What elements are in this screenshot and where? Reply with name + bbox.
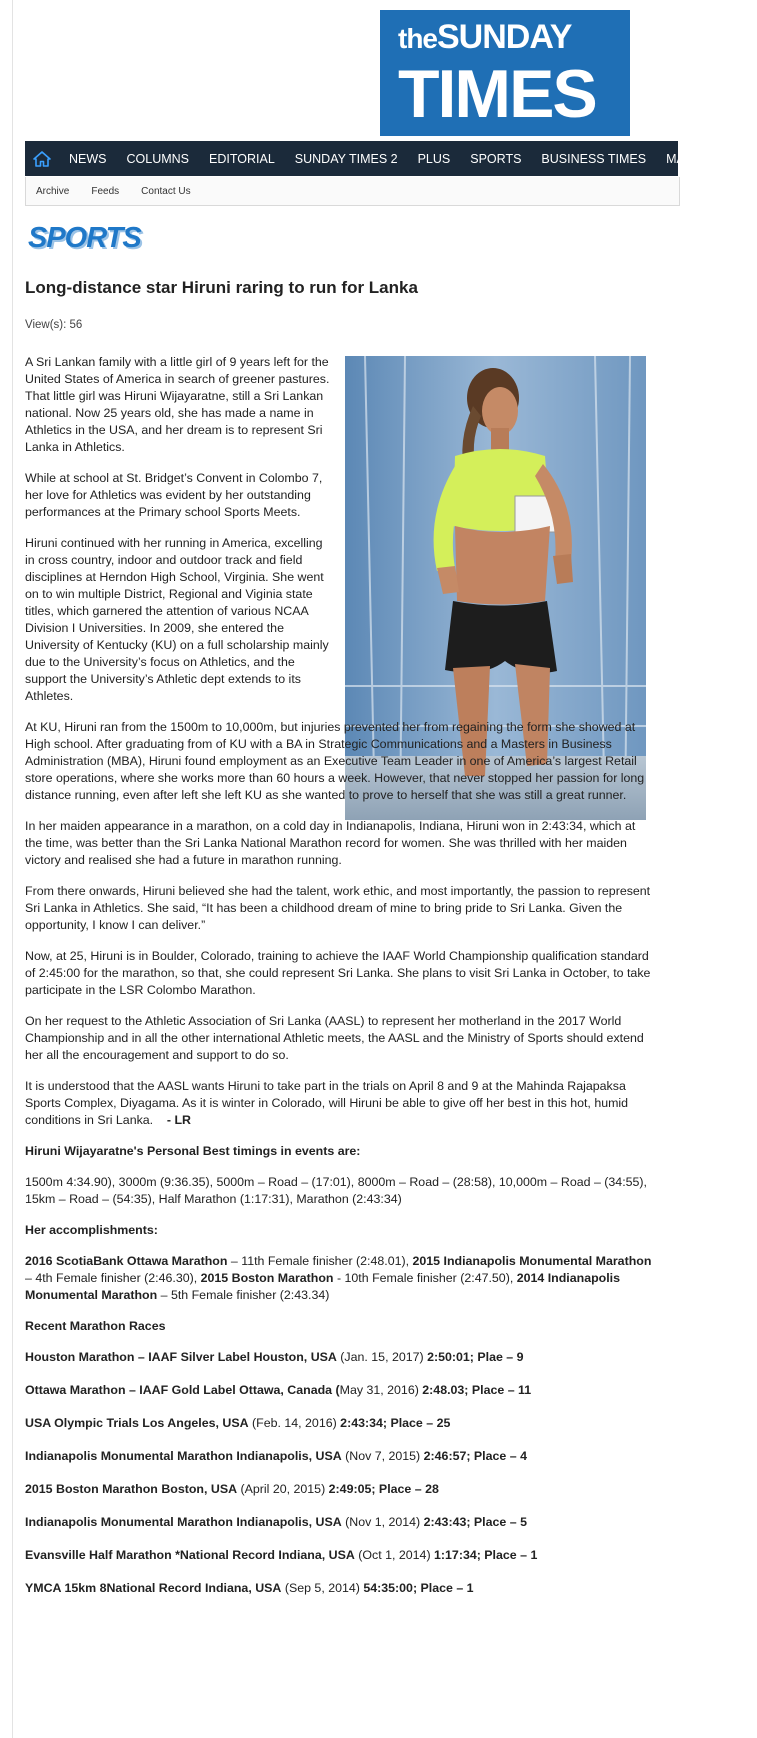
site-logo[interactable] — [380, 10, 630, 136]
sub-nav — [25, 177, 680, 206]
race-result: 2:46:57; Place – 4 — [423, 1449, 527, 1463]
view-count: View(s): 56 — [25, 319, 83, 331]
article-paragraph: At KU, Hiruni ran from the 1500m to 10,000m, but injuries prevented her from regaining the form she showed at High school. After graduating from of KU with a BA in Strategic Communications and a Masters in Business Administration (MBA), Hiruni found employment as an Executive Team Leader in one of America’s largest Retail store operations, where she works more than 60 hours a week. However, that never stopped her passion for long distance running, even after left she left KU as she wanted to prove to herself that she was still a great runner. — [25, 720, 645, 802]
race-date: (Sep 5, 2014) — [281, 1581, 364, 1595]
race-item — [25, 1382, 653, 1399]
race-item — [25, 1448, 653, 1465]
race-item — [25, 1481, 653, 1498]
article-paragraph: On her request to the Athletic Association of Sri Lanka (AASL) to represent her motherland in the 2017 World Championship and in all the other international Athletic meets, the AASL and the Ministry of Sports should extend her all the encouragement and support to do so. — [25, 1014, 644, 1062]
race-name: Houston Marathon – IAAF Silver Label Houston, USA — [25, 1350, 337, 1364]
article-paragraph: Hiruni continued with her running in America, excelling in cross country, indoor and outdoor track and field disciplines at Herndon High School, Virginia. She went on to win multiple District, Regional and Viginia state titles, which garnered the attention of various NCAA Division I Universities. In 2009, she entered the University of Kentucky (KU) on a full scholarship mainly due to the University’s focus on Athletics, and the support the University’s Athletic dept extends to its Athletes. — [25, 536, 329, 703]
nav-sports[interactable]: SPORTS — [470, 151, 522, 166]
personal-best-text: 1500m 4:34.90), 3000m (9:36.35), 5000m – Road – (17:01), 8000m – Road – (28:58), 10,000m – Road – (34:55), 15km – Road – (54:35), Half Marathon (1:17:31), Marathon (2:43:34) — [25, 1175, 647, 1206]
subnav-feeds[interactable]: Feeds — [91, 185, 120, 197]
logo-sunday: SUNDAY — [437, 18, 572, 56]
accomplishment-detail: – 11th Female finisher (2:48.01), — [227, 1254, 413, 1268]
article-text: It is understood that the AASL wants Hiruni to take part in the trials on April 8 and 9 at the Mahinda Rajapaksa Sports Complex, Diyagama. As it is winter in Colorado, will Hiruni be able to give off her best in this hot, humid conditions in Sri Lanka. — [25, 1079, 629, 1127]
nav-magazine-label: MAGAZINE — [666, 151, 732, 166]
logo-times: TIMES — [398, 56, 596, 132]
accomplishment-detail: – 4th Female finisher (2:46.30), — [25, 1271, 201, 1285]
races-heading: Recent Marathon Races — [25, 1319, 166, 1333]
race-name: USA Olympic Trials Los Angeles, USA — [25, 1416, 249, 1430]
home-icon — [33, 151, 51, 167]
article-paragraph: In her maiden appearance in a marathon, on a cold day in Indianapolis, Indiana, Hiruni won in 2:43:34, which at the time, was better than the Sri Lanka National Marathon record for women. She was thrilled with her maiden victory and realised she had a future in marathon running. — [25, 819, 636, 867]
accomplishment-detail: – 5th Female finisher (2:43.34) — [157, 1288, 330, 1302]
race-result: 54:35:00; Place – 1 — [363, 1581, 474, 1595]
article-body — [25, 354, 653, 1613]
race-date: (Oct 1, 2014) — [354, 1548, 435, 1562]
race-date: (Nov 1, 2014) — [341, 1515, 424, 1529]
race-name: Evansville Half Marathon *National Record Indiana, USA — [25, 1548, 355, 1562]
nav-columns[interactable]: COLUMNS — [126, 151, 190, 166]
nav-magazine[interactable] — [656, 152, 757, 166]
race-result: 2:43:43; Place – 5 — [423, 1515, 527, 1529]
race-date: May 31, 2016) — [339, 1383, 423, 1397]
article-paragraph: Now, at 25, Hiruni is in Boulder, Colorado, training to achieve the IAAF World Championship qualification standard of 2:45:00 for the marathon, so that, she could represent Sri Lanka. She plans to visit Sri Lanka in October, to take participate in the LSR Colombo Marathon. — [25, 949, 651, 997]
chevron-down-icon — [737, 156, 747, 162]
article-title: Long-distance star Hiruni raring to run for Lanka — [25, 278, 418, 297]
race-result: 2:50:01; Plae – 9 — [427, 1350, 524, 1364]
logo-top-line — [398, 20, 571, 54]
race-result: 2:48.03; Place – 11 — [422, 1383, 532, 1397]
accomplishment-event: 2014 Indianapolis Monumental Marathon — [25, 1271, 621, 1302]
race-result: 1:17:34; Place – 1 — [434, 1548, 538, 1562]
article-paragraph: A Sri Lankan family with a little girl of 9 years left for the United States of America in search of greener pastures. That little girl was Hiruni Wijayaratne, still a Sri Lankan national. Now 25 years old, she has made a name in Athletics in the USA, and her dream is to represent Sri Lanka in Athletics. — [25, 355, 330, 454]
accomplishment-detail: - 10th Female finisher (2:47.50), — [333, 1271, 517, 1285]
accomplishments-text — [25, 1253, 653, 1304]
accomplishment-event: 2015 Indianapolis Monumental Marathon — [412, 1254, 652, 1268]
race-item — [25, 1415, 653, 1432]
main-nav — [25, 141, 732, 176]
personal-best-heading: Hiruni Wijayaratne's Personal Best timings in events are: — [25, 1144, 361, 1158]
article-paragraph: From there onwards, Hiruni believed she had the talent, work ethic, and most importantly, the passion to represent Sri Lanka in Athletics. She said, “It has been a childhood dream of mine to bring pride to Sri Lanka. Given the opportunity, I know I can deliver.” — [25, 884, 651, 932]
race-item — [25, 1547, 653, 1564]
race-item — [25, 1580, 653, 1597]
nav-plus[interactable]: PLUS — [417, 151, 451, 166]
race-name: Indianapolis Monumental Marathon Indianapolis, USA — [25, 1449, 342, 1463]
nav-sunday-times-2[interactable]: SUNDAY TIMES 2 — [294, 151, 398, 166]
race-date: (April 20, 2015) — [237, 1482, 329, 1496]
accomplishment-event: 2015 Boston Marathon — [200, 1271, 334, 1285]
race-name: Ottawa Marathon – IAAF Gold Label Ottawa, Canada ( — [25, 1383, 340, 1397]
nav-home[interactable] — [25, 151, 59, 167]
accomplishment-event: 2016 ScotiaBank Ottawa Marathon — [25, 1254, 228, 1268]
section-badge: SPORTS — [28, 222, 141, 254]
race-date: (Jan. 15, 2017) — [336, 1350, 428, 1364]
race-name: YMCA 15km 8National Record Indiana, USA — [25, 1581, 282, 1595]
logo-the: the — [398, 23, 437, 54]
article-paragraph-last — [25, 1078, 653, 1129]
race-date: (Nov 7, 2015) — [341, 1449, 424, 1463]
page-border — [12, 0, 13, 1738]
nav-editorial[interactable]: EDITORIAL — [209, 151, 275, 166]
accomplishments-heading: Her accomplishments: — [25, 1223, 158, 1237]
race-result: 2:43:34; Place – 25 — [340, 1416, 451, 1430]
subnav-archive[interactable]: Archive — [36, 185, 70, 197]
article-byline: - LR — [166, 1113, 191, 1127]
nav-business-times[interactable]: BUSINESS TIMES — [541, 151, 647, 166]
nav-news[interactable]: NEWS — [69, 151, 107, 166]
race-date: (Feb. 14, 2016) — [248, 1416, 341, 1430]
subnav-contact-us[interactable]: Contact Us — [141, 185, 191, 197]
race-result: 2:49:05; Place – 28 — [328, 1482, 439, 1496]
race-name: Indianapolis Monumental Marathon Indianapolis, USA — [25, 1515, 342, 1529]
article-paragraph: While at school at St. Bridget’s Convent in Colombo 7, her love for Athletics was evident by her outstanding performances at the Primary school Sports Meets. — [25, 471, 323, 519]
race-item — [25, 1514, 653, 1531]
race-item — [25, 1349, 653, 1366]
race-name: 2015 Boston Marathon Boston, USA — [25, 1482, 238, 1496]
